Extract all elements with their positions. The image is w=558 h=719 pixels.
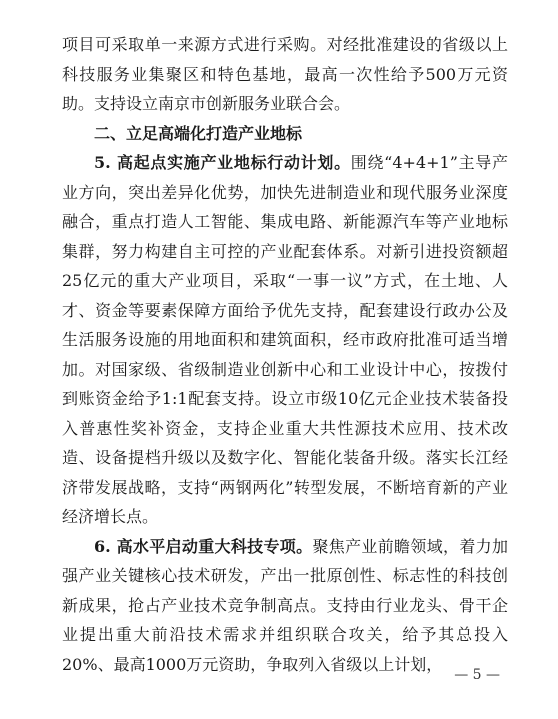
page-number: — 5 — (454, 667, 500, 683)
document-body (62, 30, 508, 679)
item-5-paragraph (62, 148, 508, 532)
item-5-lead: 5. 高起点实施产业地标行动计划。 (94, 153, 351, 172)
item-6-body: 聚焦产业前瞻领域，着力加强产业关键核心技术研发，产出一批原创性、标志性的科技创新成果，抢占产业技术竞争制高点。支持由行业龙头、骨干企业提出重大前沿技术需求并组织联合攻关，给予其总投入20%、最高1000万元资助，争取列入省级以上计划， (62, 536, 508, 674)
item-6-lead: 6. 高水平启动重大科技专项。 (94, 536, 313, 556)
continued-paragraph: 项目可采取单一来源方式进行采购。对经批准建设的省级以上科技服务业集聚区和特色基地，最高一次性给予500万元资助。支持设立南京市创新服务业联合会。 (62, 35, 508, 113)
section-heading: 二、立足高端化打造产业地标 (94, 123, 303, 143)
item-5-body: 围绕“4+4+1”主导产业方向，突出差异化优势，加快先进制造业和现代服务业深度融合，重点打造人工智能、集成电路、新能源汽车等产业地标集群，努力构建自主可控的产业配套体系。对新引进投资额超25亿元的重大产业项目，采取“一事一议”方式，在土地、人才、资金等要素保障方面给予优先支持，配套建设行政办公及生活服务设施的用地面积和建筑面积，经市政府批准可适当增加。对国家级、省级制造业创新中心和工业设计中心，按拨付到账资金给予1:1配套支持。设立市级10亿元企业技术装备投入普惠性奖补资金，支持企业重大共性源技术应用、技术改造、设备提档升级以及数字化、智能化装备升级。落实长江经济带发展战略，支持“两钢两化”转型发展，不断培育新的产业经济增长点。 (62, 153, 508, 526)
item-6-paragraph (62, 532, 508, 680)
